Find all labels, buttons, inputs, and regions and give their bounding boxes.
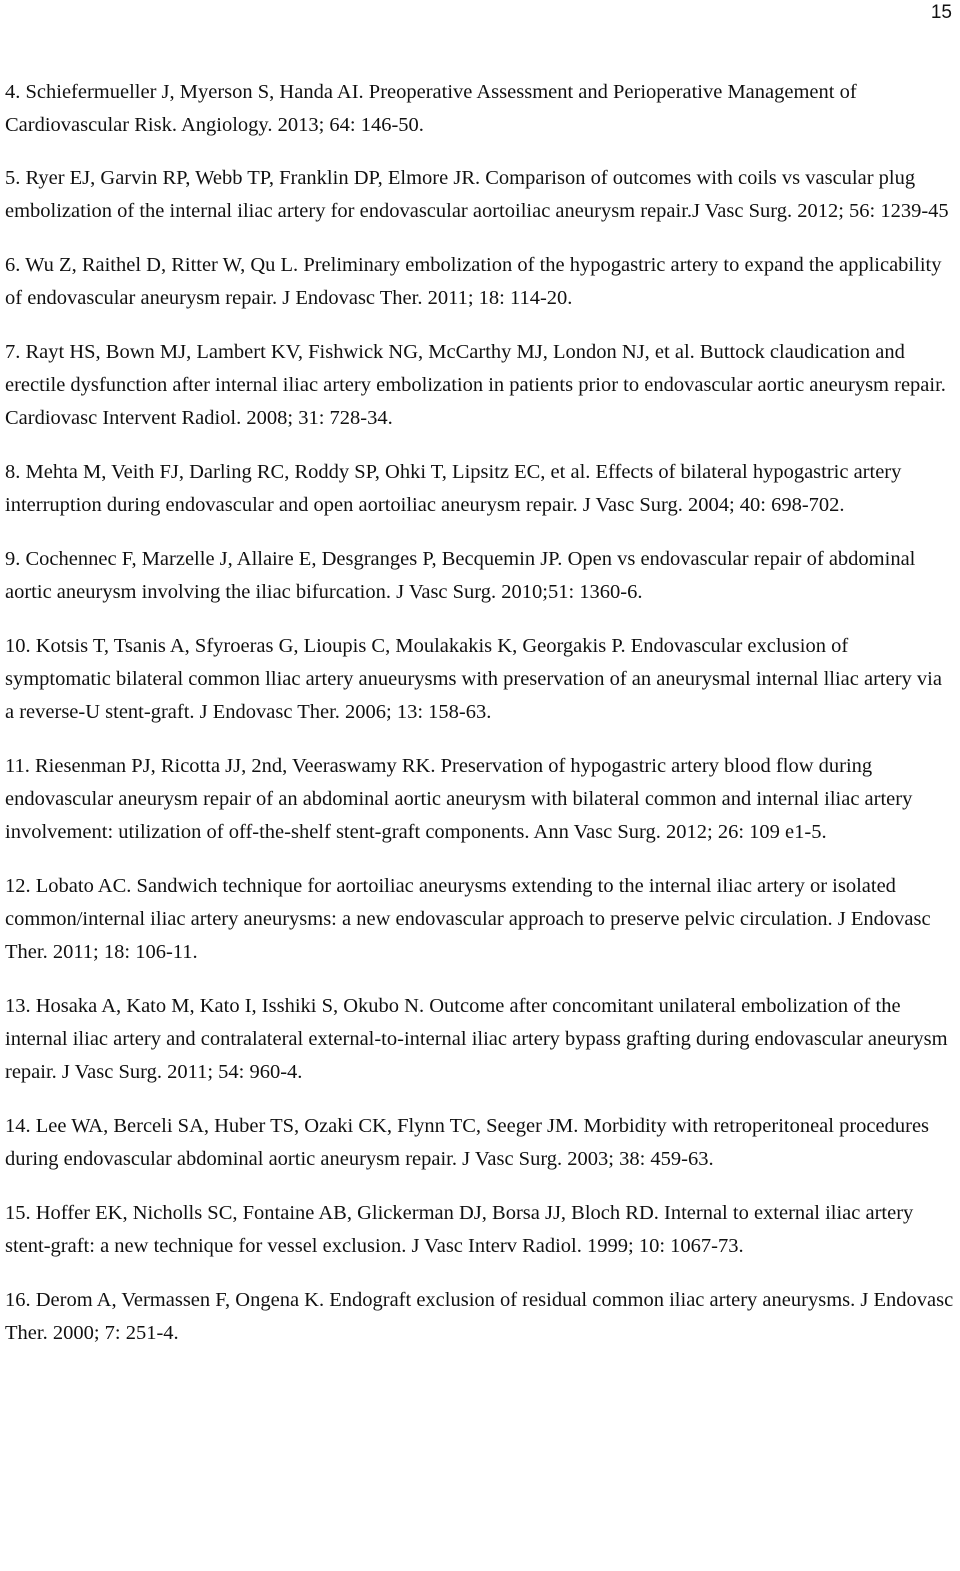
reference-item — [5, 336, 955, 435]
reference-source: J Vasc Surg. 2003; 38: 459-63. — [462, 1148, 714, 1170]
reference-title: Sandwich technique for aortoiliac aneurysms extending to the internal iliac artery or isolated common/internal iliac artery aneurysms: a new endovascular approach to preserve pelvic circulation. — [5, 875, 896, 930]
reference-number: 10. — [5, 635, 31, 657]
reference-number: 12. — [5, 875, 31, 897]
reference-authors: Riesenman PJ, Ricotta JJ, 2nd, Veeraswamy RK. — [35, 755, 436, 777]
reference-number: 14. — [5, 1115, 31, 1137]
reference-authors: Ryer EJ, Garvin RP, Webb TP, Franklin DP, Elmore JR. — [25, 167, 481, 189]
reference-number: 9. — [5, 548, 21, 570]
reference-source: J Endovasc Ther. 2000; 7: 251-4. — [5, 1289, 954, 1344]
reference-title: Open vs endovascular repair of abdominal aortic aneurysm involving the iliac bifurcation. — [5, 548, 916, 603]
reference-item — [5, 1284, 955, 1350]
reference-number: 16. — [5, 1289, 31, 1311]
reference-source: Ann Vasc Surg. 2012; 26: 109 e1-5. — [533, 821, 827, 843]
reference-number: 13. — [5, 995, 31, 1017]
reference-source: J Vasc Surg. 2011; 54: 960-4. — [61, 1061, 303, 1083]
reference-source: Cardiovasc Intervent Radiol. 2008; 31: 728-34. — [5, 407, 393, 429]
reference-title: Preliminary embolization of the hypogastric artery to expand the applicability of endovascular aneurysm repair. — [5, 254, 942, 309]
reference-title: Effects of bilateral hypogastric artery interruption during endovascular and open aortoiliac aneurysm repair. — [5, 461, 902, 516]
reference-authors: Lee WA, Berceli SA, Huber TS, Ozaki CK, Flynn TC, Seeger JM. — [35, 1115, 579, 1137]
reference-item — [5, 630, 955, 729]
reference-title: Preoperative Assessment and Perioperative Management of Cardiovascular Risk. — [5, 81, 857, 136]
reference-title: Morbidity with retroperitoneal procedures during endovascular abdominal aortic aneurysm repair. — [5, 1115, 930, 1170]
reference-source: J Vasc Surg. 2012; 56: 1239-45 — [692, 200, 949, 222]
reference-item — [5, 543, 955, 609]
reference-number: 11. — [5, 755, 30, 777]
reference-item — [5, 76, 955, 142]
reference-item — [5, 870, 955, 969]
reference-source: J Vasc Surg. 2010;51: 1360-6. — [396, 581, 643, 603]
reference-authors: Cochennec F, Marzelle J, Allaire E, Desgranges P, Becquemin JP. — [25, 548, 563, 570]
reference-title: Internal to external iliac artery stent-graft: a new technique for vessel exclusion. — [5, 1202, 914, 1257]
reference-list — [5, 76, 955, 1350]
reference-authors: Kotsis T, Tsanis A, Sfyroeras G, Lioupis C, Moulakakis K, Georgakis P. — [35, 635, 626, 657]
reference-authors: Lobato AC. — [35, 875, 132, 897]
reference-source: J Vasc Surg. 2004; 40: 698-702. — [582, 494, 845, 516]
reference-number: 4. — [5, 81, 21, 103]
reference-title: Endograft exclusion of residual common iliac artery aneurysms. — [329, 1289, 856, 1311]
reference-number: 6. — [5, 254, 21, 276]
reference-item — [5, 249, 955, 315]
reference-title: Comparison of outcomes with coils vs vascular plug embolization of the internal iliac artery for endovascular aortoiliac aneurysm repair. — [5, 167, 916, 222]
reference-title: Endovascular exclusion of symptomatic bilateral common lliac artery anueurysms with preservation of an aneurysmal internal lliac artery via a reverse-U stent-graft. — [5, 635, 942, 723]
reference-source: J Endovasc Ther. 2006; 13: 158-63. — [199, 701, 492, 723]
reference-source: J Endovasc Ther. 2011; 18: 106-11. — [5, 908, 931, 963]
reference-number: 8. — [5, 461, 21, 483]
reference-number: 5. — [5, 167, 21, 189]
reference-authors: Rayt HS, Bown MJ, Lambert KV, Fishwick NG, McCarthy MJ, London NJ, et al. — [25, 341, 695, 363]
reference-source: Angiology. 2013; 64: 146-50. — [180, 114, 424, 136]
reference-item — [5, 456, 955, 522]
page-number: 15 — [930, 2, 952, 23]
reference-item — [5, 1110, 955, 1176]
reference-item — [5, 990, 955, 1089]
reference-source: J Vasc Interv Radiol. 1999; 10: 1067-73. — [411, 1235, 744, 1257]
reference-source: J Endovasc Ther. 2011; 18: 114-20. — [282, 287, 573, 309]
reference-authors: Schiefermueller J, Myerson S, Handa AI. — [25, 81, 364, 103]
reference-item — [5, 1197, 955, 1263]
reference-authors: Hosaka A, Kato M, Kato I, Isshiki S, Okubo N. — [35, 995, 425, 1017]
reference-authors: Derom A, Vermassen F, Ongena K. — [35, 1289, 325, 1311]
reference-authors: Mehta M, Veith FJ, Darling RC, Roddy SP, Ohki T, Lipsitz EC, et al. — [25, 461, 591, 483]
reference-title: Outcome after concomitant unilateral embolization of the internal iliac artery and contralateral external-to-internal iliac artery bypass grafting during endovascular aneurysm repair. — [5, 995, 948, 1083]
reference-item — [5, 162, 955, 228]
reference-authors: Hoffer EK, Nicholls SC, Fontaine AB, Glickerman DJ, Borsa JJ, Bloch RD. — [35, 1202, 659, 1224]
reference-title: Buttock claudication and erectile dysfunction after internal iliac artery embolization in patients prior to endovascular aortic aneurysm repair. — [5, 341, 946, 396]
reference-number: 15. — [5, 1202, 31, 1224]
reference-title: Preservation of hypogastric artery blood flow during endovascular aneurysm repair of an abdominal aortic aneurysm with bilateral common and internal iliac artery involvement: utilization of off-the-shelf stent-graft components. — [5, 755, 913, 843]
reference-item — [5, 750, 955, 849]
reference-number: 7. — [5, 341, 21, 363]
reference-authors: Wu Z, Raithel D, Ritter W, Qu L. — [25, 254, 299, 276]
